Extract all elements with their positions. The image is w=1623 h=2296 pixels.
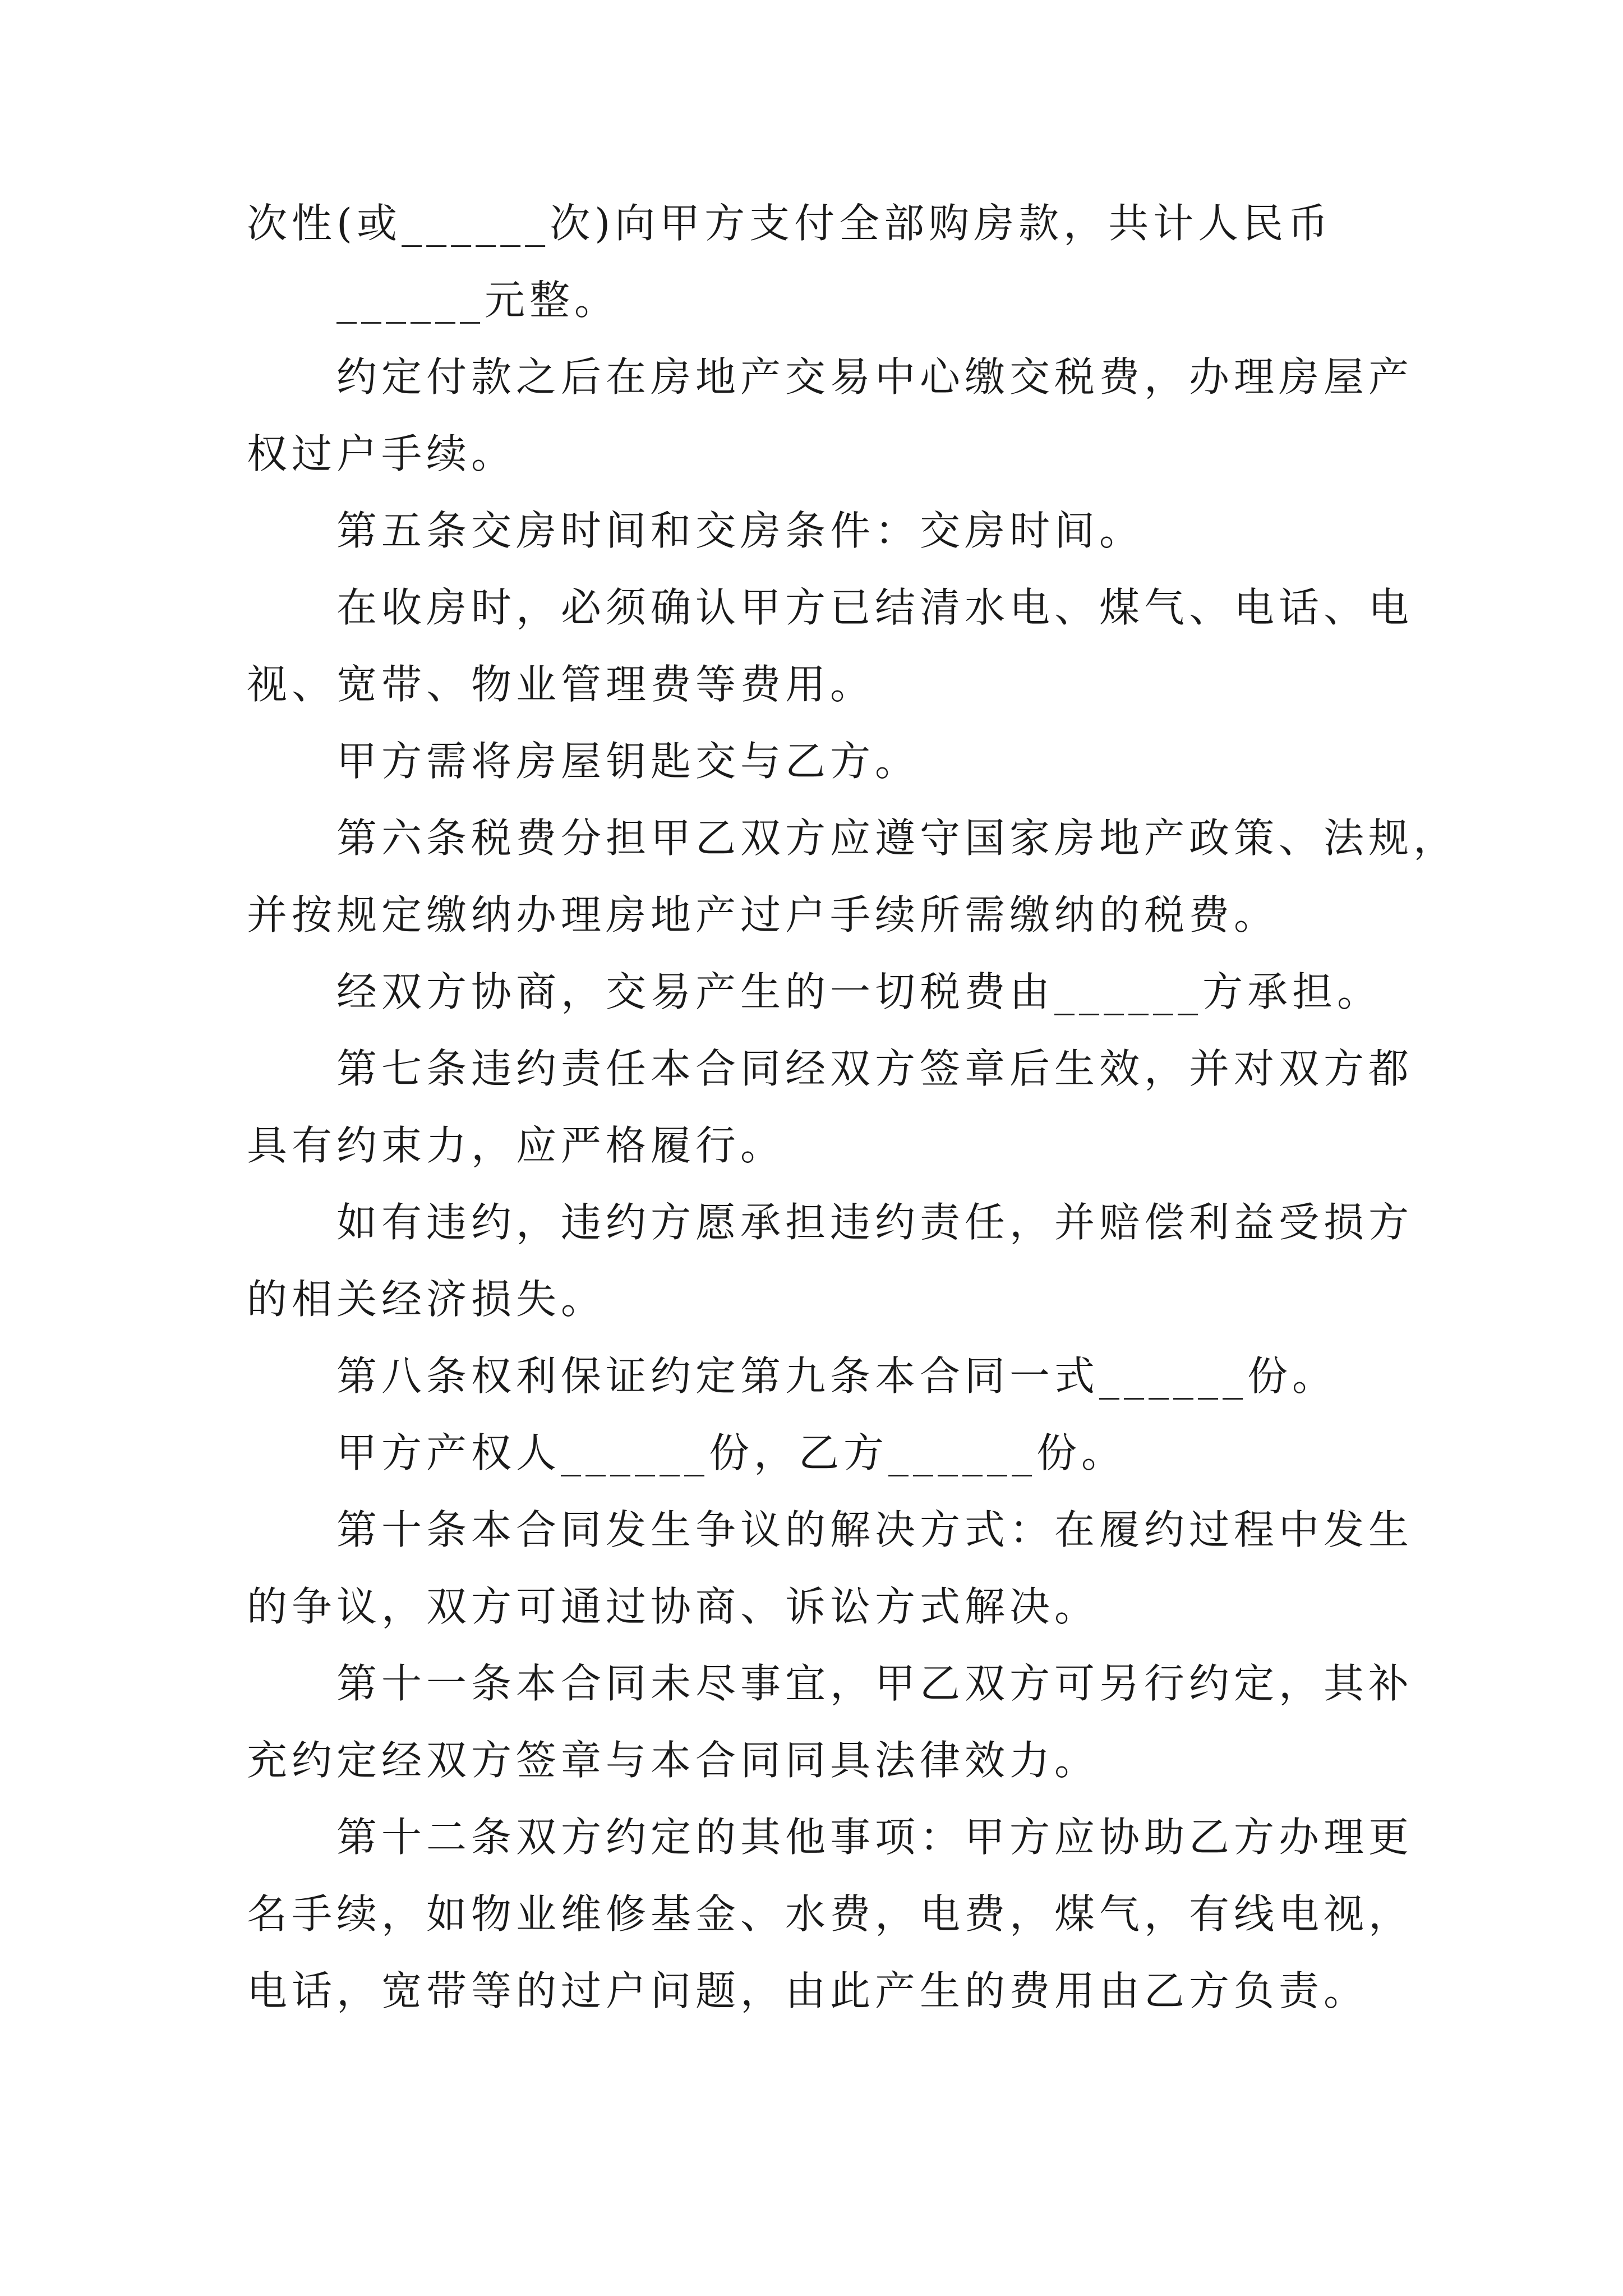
text-line: 经双方协商，交易产生的一切税费由______方承担。: [336, 968, 1382, 1015]
text-line: 具有约束力，应严格履行。: [247, 1122, 786, 1169]
text-line: 权过户手续。: [247, 430, 517, 477]
text-line: 的相关经济损失。: [247, 1276, 606, 1323]
text-line: ______元整。: [336, 277, 620, 324]
text-line: 约定付款之后在房地产交易中心缴交税费，办理房屋产: [336, 353, 1414, 401]
text-line: 的争议，双方可通过协商、诉讼方式解决。: [247, 1583, 1100, 1630]
text-line: 甲方产权人______份，乙方______份。: [336, 1429, 1127, 1476]
text-line: 视、宽带、物业管理费等费用。: [247, 661, 875, 708]
text-line: 第五条交房时间和交房条件：交房时间。: [336, 507, 1145, 554]
text-line: 充约定经双方签章与本合同同具法律效力。: [247, 1737, 1100, 1784]
text-line: 次性(或______次)向甲方支付全部购房款，共计人民币: [247, 200, 1333, 247]
text-line: 第十一条本合同未尽事宜，甲乙双方可另行约定，其补: [336, 1660, 1414, 1707]
text-line: 甲方需将房屋钥匙交与乙方。: [336, 738, 920, 785]
text-line: 在收房时，必须确认甲方已结清水电、煤气、电话、电: [336, 584, 1414, 631]
text-line: 名手续，如物业维修基金、水费，电费，煤气，有线电视，: [247, 1890, 1414, 1938]
text-line: 第六条税费分担甲乙双方应遵守国家房地产政策、法规，: [336, 815, 1459, 862]
text-line: 第八条权利保证约定第九条本合同一式______份。: [336, 1352, 1338, 1400]
text-line: 并按规定缴纳办理房地产过户手续所需缴纳的税费。: [247, 891, 1279, 938]
text-line: 如有违约，违约方愿承担违约责任，并赔偿利益受损方: [336, 1199, 1414, 1246]
text-line: 第十条本合同发生争议的解决方式：在履约过程中发生: [336, 1506, 1414, 1553]
contract-body: [247, 185, 1459, 2030]
text-line: 电话，宽带等的过户问题，由此产生的费用由乙方负责。: [247, 1967, 1369, 2014]
text-line: 第十二条双方约定的其他事项：甲方应协助乙方办理更: [336, 1814, 1414, 1861]
text-line: 第七条违约责任本合同经双方签章后生效，并对双方都: [336, 1045, 1414, 1092]
